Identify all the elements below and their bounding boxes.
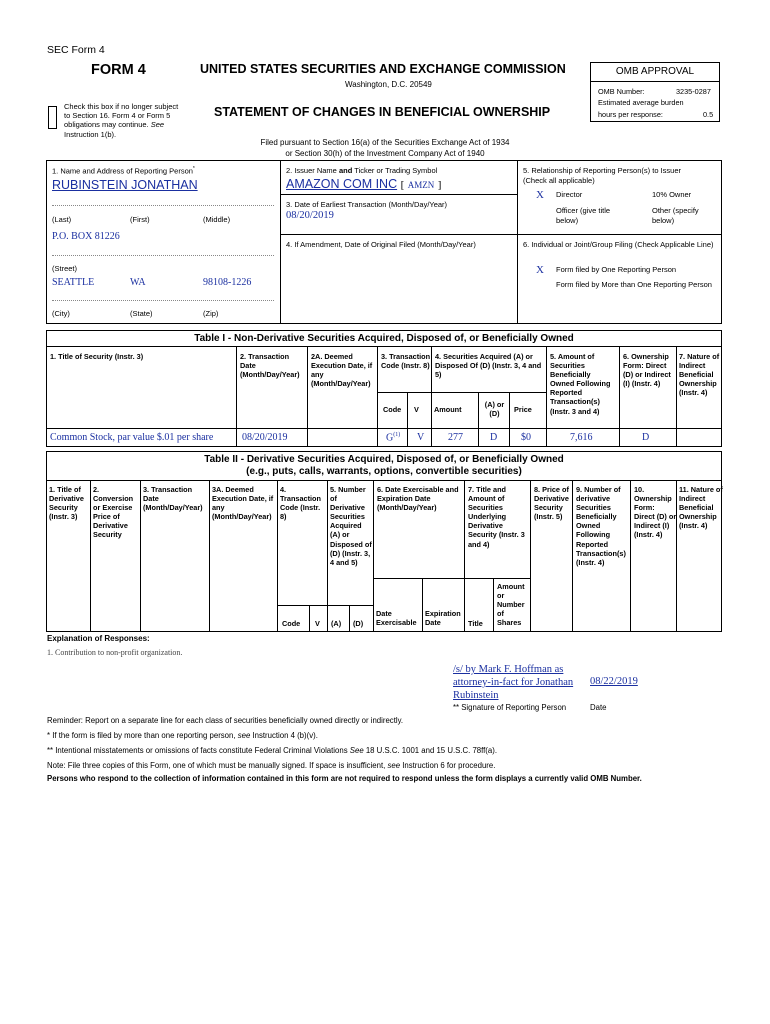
t1-h1: 1. Title of Security (Instr. 3) — [50, 352, 144, 361]
amendment-label: 4. If Amendment, Date of Original Filed (Month/Day/Year) — [286, 240, 476, 249]
t1-h6: 6. Ownership Form: Direct (D) or Indirect (I) (Instr. 4) — [623, 352, 671, 389]
issuer-ticker: AMZN — [407, 180, 435, 190]
statement-title: STATEMENT OF CHANGES IN BENEFICIAL OWNERSHIP — [214, 105, 551, 119]
t2-h8: 8. Price of Derivative Security (Instr. 5) — [534, 485, 569, 522]
omb-title: OMB APPROVAL — [615, 66, 695, 77]
filing-more-label: Form filed by More than One Reporting Person — [556, 280, 712, 289]
t2-h11: 11. Nature of Indirect Beneficial Ownership (Instr. 4) — [679, 485, 723, 531]
omb-number: 3235-0287 — [676, 87, 711, 96]
state-label: (State) — [130, 309, 153, 318]
t1-row-date: 08/20/2019 — [242, 432, 288, 443]
omb-hours-label: hours per response: — [598, 110, 663, 119]
state-value: WA — [130, 277, 146, 288]
t1-h5: 5. Amount of Securities Beneficially Owned Following Reported Transaction(s) (Instr. 3 and 4) — [550, 352, 611, 416]
issuer-value: AMAZON COM INC [ AMZN ] — [286, 177, 442, 191]
table-2-title: Table II - Derivative Securities Acquired, Disposed of, or Beneficially Owned (e.g., puts, calls, warrants, options, convertible securities) — [204, 454, 564, 477]
officer-label: Officer (give title below) — [556, 206, 611, 225]
footnote-star1: * If the form is filed by more than one reporting person, see Instruction 4 (b)(v). — [47, 731, 318, 740]
t1-h2a: 2A. Deemed Execution Date, if any (Month/Day/Year) — [311, 352, 373, 389]
footnote-star2: ** Intentional misstatements or omissions of facts constitute Federal Criminal Violations See 18 U.S.C. 1001 and 15 U.S.C. 78ff(a). — [47, 746, 497, 755]
filing-label: 6. Individual or Joint/Group Filing (Check Applicable Line) — [523, 240, 714, 249]
t2-d: (D) — [353, 619, 364, 628]
signature-date-label: Date — [590, 703, 607, 712]
address-value: P.O. BOX 81226 — [52, 231, 120, 242]
footnote-note: Note: File three copies of this Form, one of which must be manually signed. If space is insufficient, see Instruction 6 for procedure. — [47, 761, 496, 770]
commission-title: UNITED STATES SECURITIES AND EXCHANGE COMMISSION — [200, 62, 566, 76]
t1-row-form: D — [642, 432, 650, 443]
t1-h2: 2. Transaction Date (Month/Day/Year) — [240, 352, 300, 380]
t1-row-v: V — [417, 432, 425, 443]
issuer-label: 2. Issuer Name and Ticker or Trading Symbol — [286, 166, 438, 175]
explanation-label: Explanation of Responses: — [47, 634, 150, 643]
t1-h7: 7. Nature of Indirect Beneficial Ownership (Instr. 4) — [679, 352, 720, 398]
t2-exp: Expiration Date — [425, 609, 461, 628]
t2-h1: 1. Title of Derivative Security (Instr. 3) — [49, 485, 84, 522]
t1-code: Code — [383, 405, 402, 414]
omb-hours: 0.5 — [703, 110, 714, 119]
checkbox[interactable] — [48, 106, 57, 129]
t1-amount: Amount — [434, 405, 462, 414]
t1-row-price: $0 — [521, 432, 531, 443]
signature-value[interactable]: /s/ by Mark F. Hoffman as attorney-in-fact for Jonathan Rubinstein — [453, 664, 574, 701]
t2-h5: 5. Number of Derivative Securities Acquired (A) or Disposed of (D) (Instr. 3, 4 and 5) — [330, 485, 372, 567]
t2-amount-shares: Amount or Number of Shares — [497, 582, 525, 628]
filing-one-mark[interactable]: X — [536, 264, 544, 276]
table-1-title: Table I - Non-Derivative Securities Acquired, Disposed of, or Beneficially Owned — [194, 333, 574, 344]
checkbox-text: Check this box if no longer subject to Section 16. Form 4 or Form 5 obligations may continue. See Instruction 1(b). — [64, 102, 179, 139]
city-value: SEATTLE — [52, 277, 95, 288]
t1-row-amount: 277 — [448, 432, 463, 443]
issuer-name[interactable]: AMAZON COM INC — [286, 177, 398, 191]
relationship-label: 5. Relationship of Reporting Person(s) to Issuer (Check all applicable) — [523, 166, 681, 185]
earliest-date: 08/20/2019 — [286, 210, 334, 221]
t1-aord: (A) or (D) — [484, 400, 505, 419]
filing-one-label: Form filed by One Reporting Person — [556, 265, 677, 274]
other-label: Other (specify below) — [652, 206, 699, 225]
t2-h7: 7. Title and Amount of Securities Underlying Derivative Security (Instr. 3 and 4) — [468, 485, 525, 549]
t1-row-owned: 7,616 — [570, 432, 593, 443]
t2-h3: 3. Transaction Date (Month/Day/Year) — [143, 485, 203, 513]
t1-row-title: Common Stock, par value $.01 per share — [50, 432, 214, 443]
t2-h3a: 3A. Deemed Execution Date, if any (Month/Day/Year) — [212, 485, 274, 522]
city-label: (City) — [52, 309, 70, 318]
omb-number-label: OMB Number: — [598, 87, 645, 96]
table-1 — [46, 330, 722, 447]
t2-h10: 10. Ownership Form: Direct (D) or Indirect (I) (Instr. 4) — [634, 485, 677, 540]
t1-h4: 4. Securities Acquired (A) or Disposed Of (D) (Instr. 3, 4 and 5) — [435, 352, 542, 380]
director-label: Director — [556, 190, 583, 199]
commission-city: Washington, D.C. 20549 — [345, 80, 432, 89]
filed-pursuant: Filed pursuant to Section 16(a) of the Securities Exchange Act of 1934 or Section 30(h) of the Investment Company Act of 1940 — [260, 138, 510, 158]
t1-price: Price — [514, 405, 532, 414]
t2-h2: 2. Conversion or Exercise Price of Derivative Security — [93, 485, 134, 540]
earliest-date-label: 3. Date of Earliest Transaction (Month/Day/Year) — [286, 200, 448, 209]
sec-form-label: SEC Form 4 — [47, 44, 105, 56]
t1-v: V — [414, 405, 419, 414]
first-label: (First) — [130, 215, 150, 224]
t2-a: (A) — [331, 619, 342, 628]
t2-h6: 6. Date Exercisable and Expiration Date (Month/Day/Year) — [377, 485, 459, 513]
t2-h4: 4. Transaction Code (Instr. 8) — [280, 485, 321, 522]
t1-h3: 3. Transaction Code (Instr. 8) — [381, 352, 431, 371]
persons-text: Persons who respond to the collection of information contained in this form are not required to respond unless the form displays a currently valid OMB Number. — [47, 774, 642, 783]
t2-h9: 9. Number of derivative Securities Beneficially Owned Following Reported Transaction(s) (Instr. 4) — [576, 485, 626, 567]
ten-owner-label: 10% Owner — [652, 190, 692, 199]
t1-row-code: $G^{(1)}$ — [386, 432, 401, 444]
signature-label: ** Signature of Reporting Person — [453, 703, 567, 712]
zip-value: 98108-1226 — [203, 277, 252, 288]
t2-v: V — [315, 619, 320, 628]
t2-date-ex: Date Exercisable — [376, 609, 417, 628]
director-mark[interactable]: X — [536, 189, 544, 201]
omb-burden-label: Estimated average burden — [598, 98, 684, 107]
signature-date[interactable]: 08/22/2019 — [590, 676, 638, 687]
reporting-person-label: 1. Name and Address of Reporting Person* — [52, 166, 195, 176]
t2-code: Code — [282, 619, 301, 628]
reporting-person-name[interactable]: RUBINSTEIN JONATHAN — [52, 178, 198, 192]
last-label: (Last) — [52, 215, 72, 224]
reminder-text: Reminder: Report on a separate line for each class of securities beneficially owned directly or indirectly. — [47, 716, 404, 725]
street-label: (Street) — [52, 264, 78, 273]
form-title: FORM 4 — [91, 62, 146, 78]
middle-label: (Middle) — [203, 215, 231, 224]
zip-label: (Zip) — [203, 309, 219, 318]
t1-row-aord: D — [490, 432, 498, 443]
explanation-note: 1. Contribution to non-profit organization. — [47, 648, 183, 657]
t2-title-col: Title — [468, 619, 483, 628]
